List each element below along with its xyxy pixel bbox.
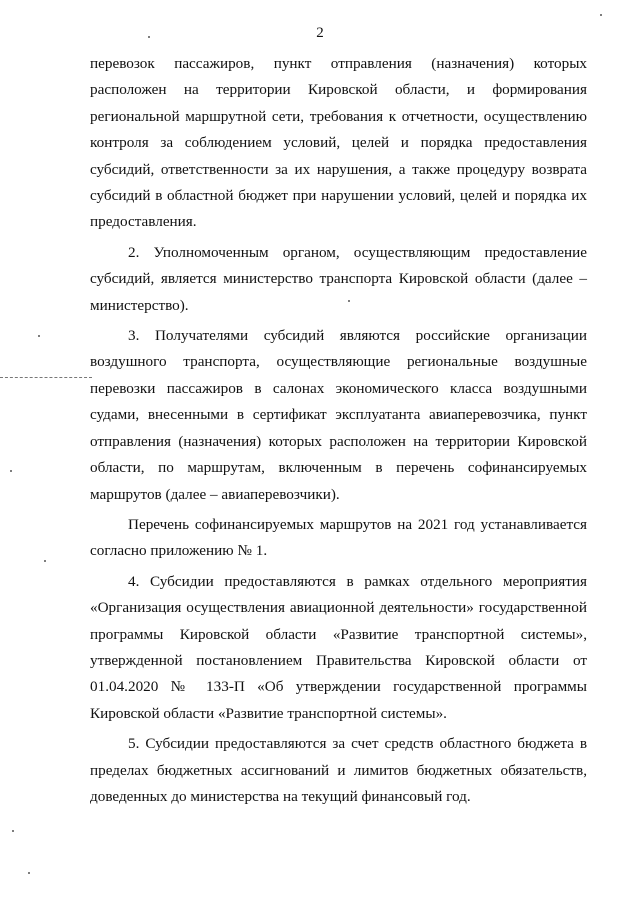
paragraph-continuation: перевозок пассажиров, пункт отправления (назначения) которых расположен на территории Кировской области, и формирования региональной маршрутной сети, требования к отчетности, осуществлению контроля за соблюдением условий, целей и порядка предоставления субсидий, ответственности за их нарушения, а также процедуру возврата субсидий в областной бюджет при нарушении условий, целей и порядка их предоставления. bbox=[90, 55, 587, 231]
scan-speck bbox=[148, 36, 150, 38]
paragraph-item-5: 5. Субсидии предоставляются за счет средств областного бюджета в пределах бюджетных ассигнований и лимитов бюджетных обязательств, доведенных до министерства на текущий финансовый год. bbox=[90, 735, 587, 805]
scan-speck bbox=[12, 830, 14, 832]
scan-speck bbox=[44, 560, 46, 562]
scan-speck bbox=[38, 335, 40, 337]
paragraph-routes-list: Перечень софинансируемых маршрутов на 2021 год устанавливается согласно приложению № 1. bbox=[90, 515, 587, 560]
document-body bbox=[90, 51, 587, 814]
paragraph-item-3: 3. Получателями субсидий являются российские организации воздушного транспорта, осуществляющие региональные воздушные перевозки пассажиров в салонах экономического класса воздушными судами, внесенными в сертификат эксплуатанта авиаперевозчика, пункт отправления (назначения) которых расположен на территории Кировской области, по маршрутам, включенным в перечень софинансируемых маршрутов (далее – авиаперевозчики). bbox=[90, 327, 587, 503]
paragraph-item-4: 4. Субсидии предоставляются в рамках отдельного мероприятия «Организация осуществления авиационной деятельности» государственной программы Кировской области «Развитие транспортной системы», утвержденной постановлением Правительства Кировской области от 01.04.2020 № 133-П «Об утверждении государственной программы Кировской области «Развитие транспортной системы». bbox=[90, 572, 587, 722]
scan-speck bbox=[28, 872, 30, 874]
scan-speck bbox=[10, 470, 12, 472]
margin-dash-mark bbox=[0, 377, 92, 378]
page-number: 2 bbox=[316, 25, 324, 41]
paragraph-item-2: 2. Уполномоченным органом, осуществляющим предоставление субсидий, является министерство транспорта Кировской области (далее – министерство). bbox=[90, 243, 587, 314]
scan-speck bbox=[600, 14, 602, 16]
